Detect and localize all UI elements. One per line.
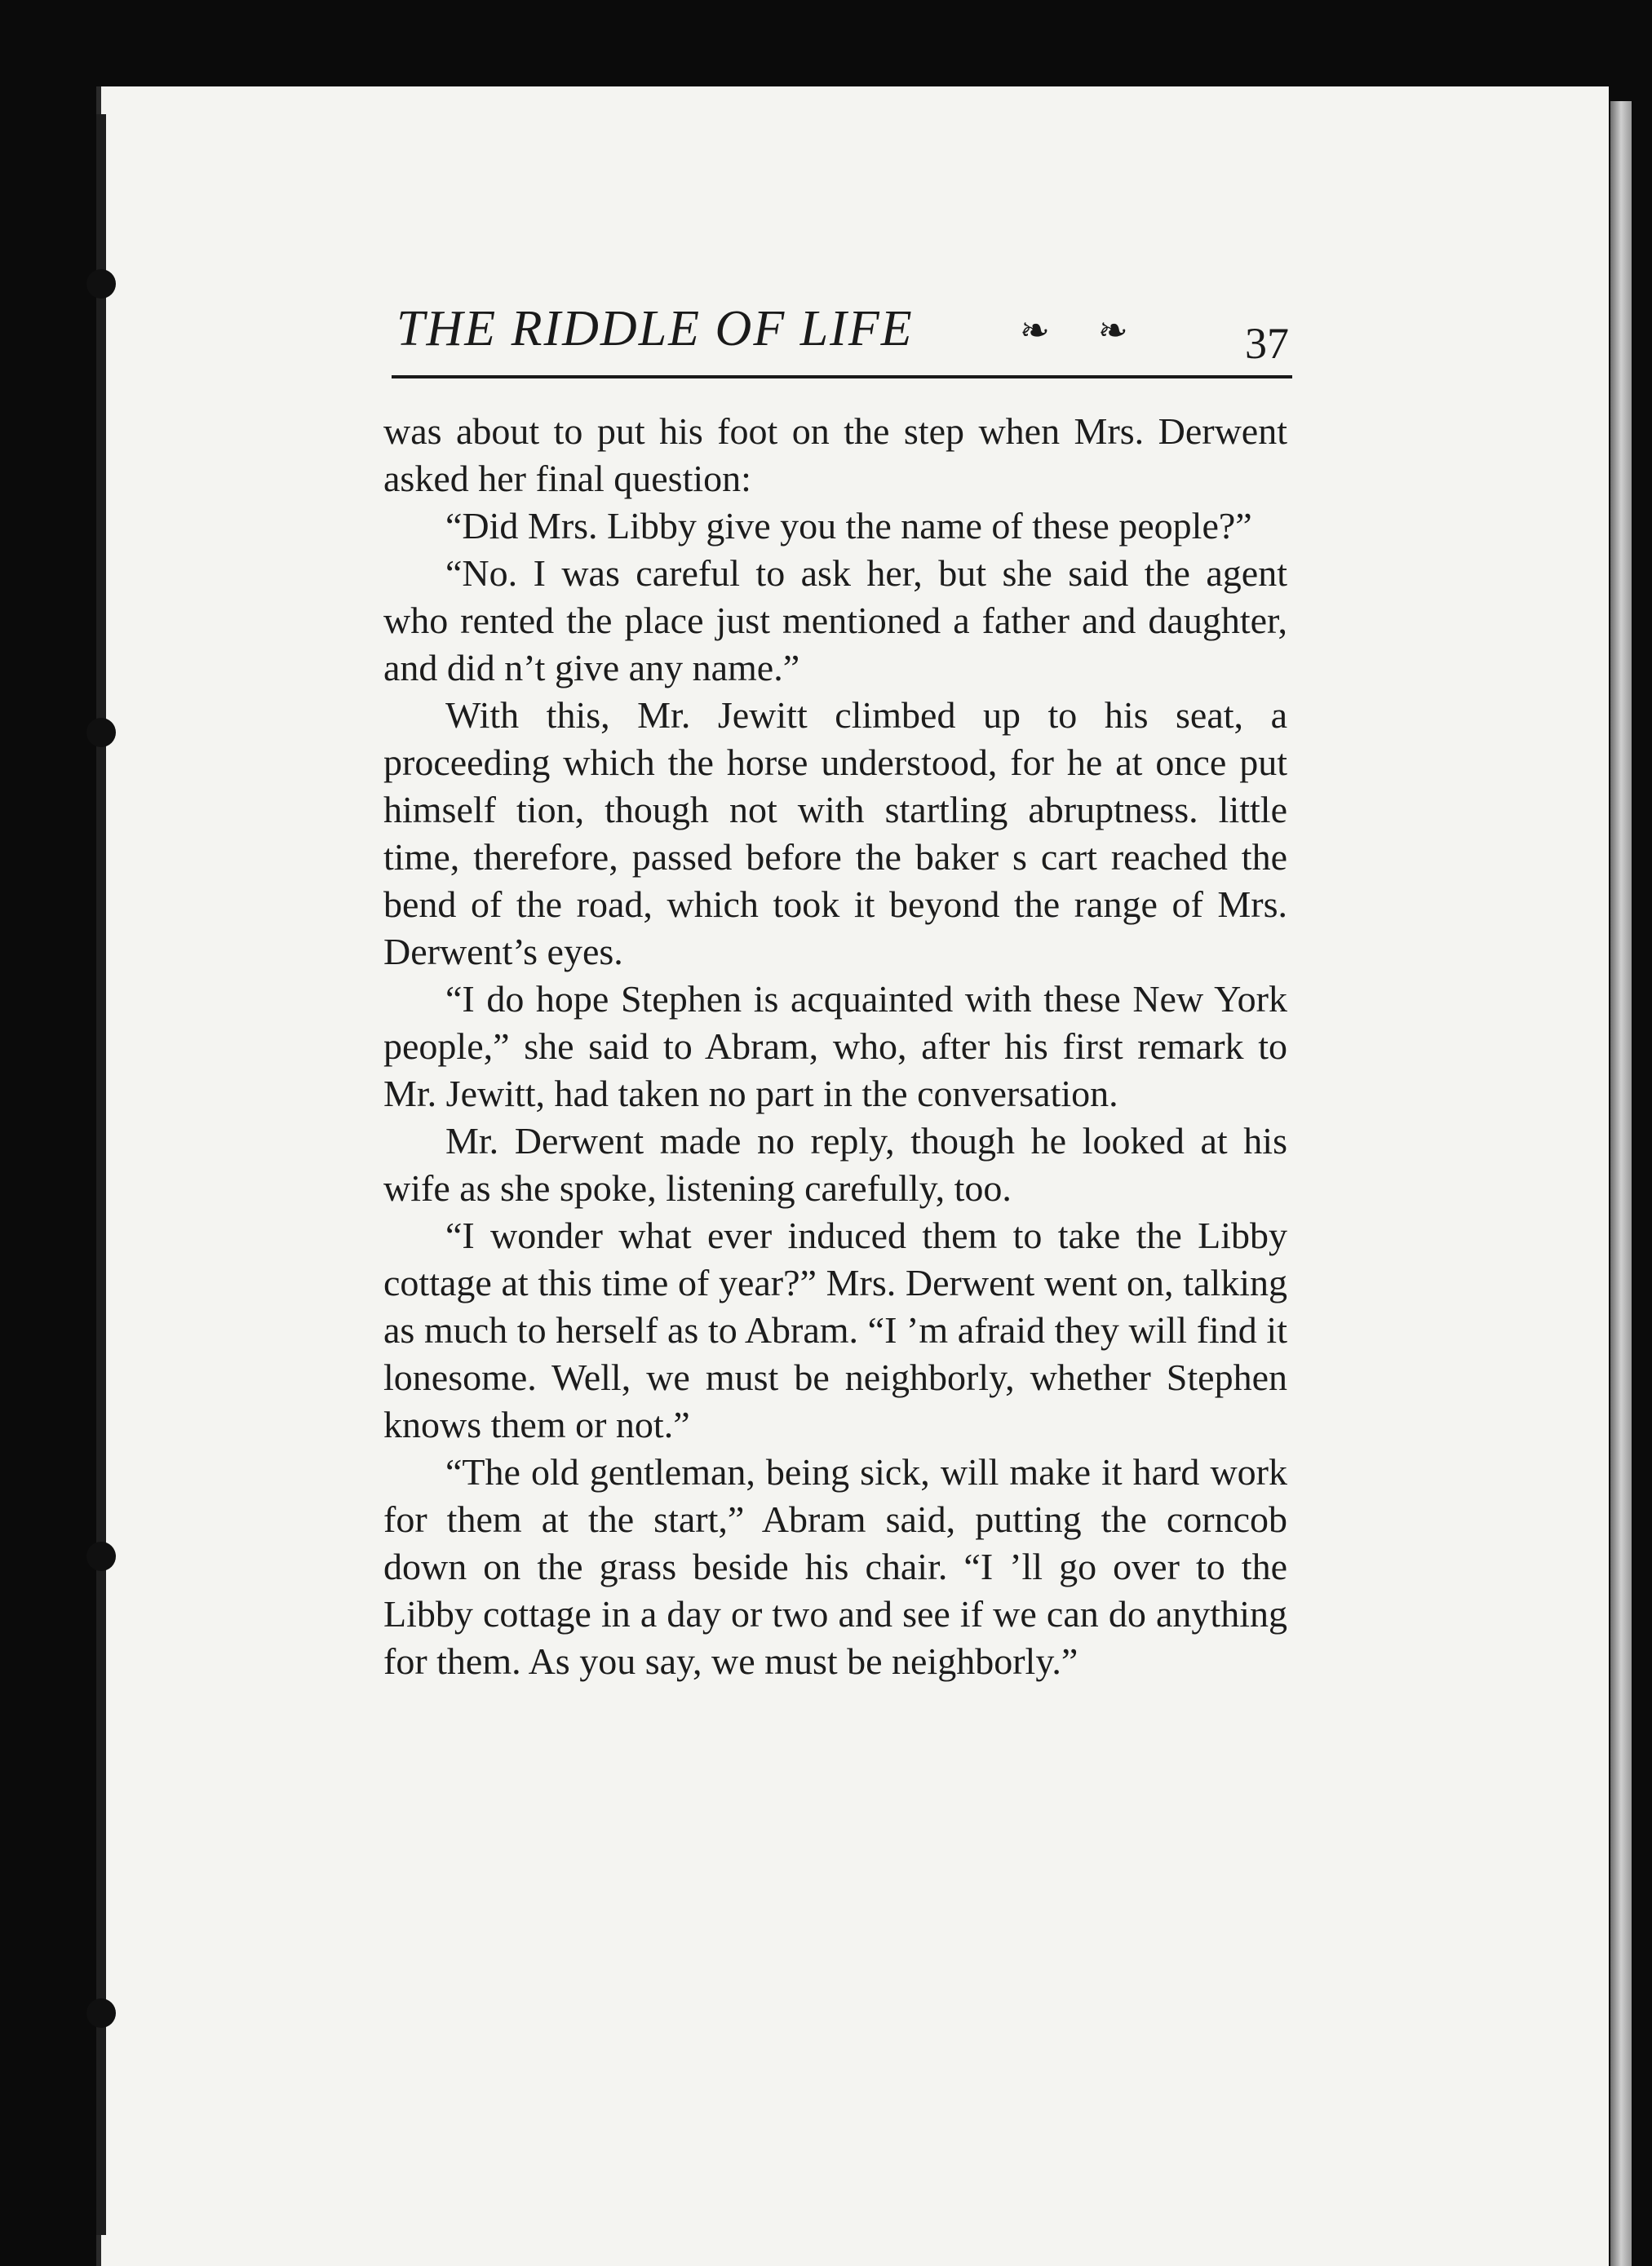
paragraph: “I wonder what ever induced them to take the Libby cottage at this time of year?” Mrs. Derwent went on, talking as much to herself as to Abram. “I ’m afraid they will find it lonesome. Well, we must be neighborly, whether Stephen knows them or not.” (383, 1215, 1287, 1445)
paragraph: Mr. Derwent made no reply, though he looked at his wife as she spoke, listening carefully, too. (383, 1120, 1287, 1209)
binding-stitch (86, 1998, 116, 2028)
paragraph: “Did Mrs. Libby give you the name of these people?” (445, 505, 1252, 547)
body-text (383, 408, 1287, 1685)
leaf-ornament-icon: ❧ ❧ (1020, 311, 1148, 351)
paragraph: “No. I was careful to ask her, but she said the agent who rented the place just mentioned a father and daughter, and did n’t give any name.” (383, 552, 1287, 688)
binding-stitch (86, 718, 116, 747)
binding-stitch (86, 269, 116, 299)
binding-stitch (86, 1542, 116, 1571)
running-title: THE RIDDLE OF LIFE (396, 301, 914, 356)
page-binding-edge (96, 114, 106, 2235)
paragraph: With this, Mr. Jewitt climbed up to his seat, a proceeding which the horse understood, for he at once put himself tion, though not with startling abruptness. little time, therefore, passed before the baker s cart reached the bend of the road, which took it beyond the range of Mrs. Derwent’s eyes. (383, 694, 1287, 972)
paragraph: “The old gentleman, being sick, will make it hard work for them at the start,” Abram said, putting the corncob down on the grass beside his chair. “I ’ll go over to the Libby cottage in a day or two and see if we can do anything for them. As you say, we must be neighborly.” (383, 1451, 1287, 1682)
page-number: 37 (1245, 319, 1289, 368)
paragraph: “I do hope Stephen is acquainted with these New York people,” she said to Abram, who, after his first remark to Mr. Jewitt, had taken no part in the conversation. (383, 978, 1287, 1114)
running-head (392, 294, 1292, 378)
paragraph: was about to put his foot on the step when Mrs. Derwent asked her final question: (383, 410, 1287, 499)
